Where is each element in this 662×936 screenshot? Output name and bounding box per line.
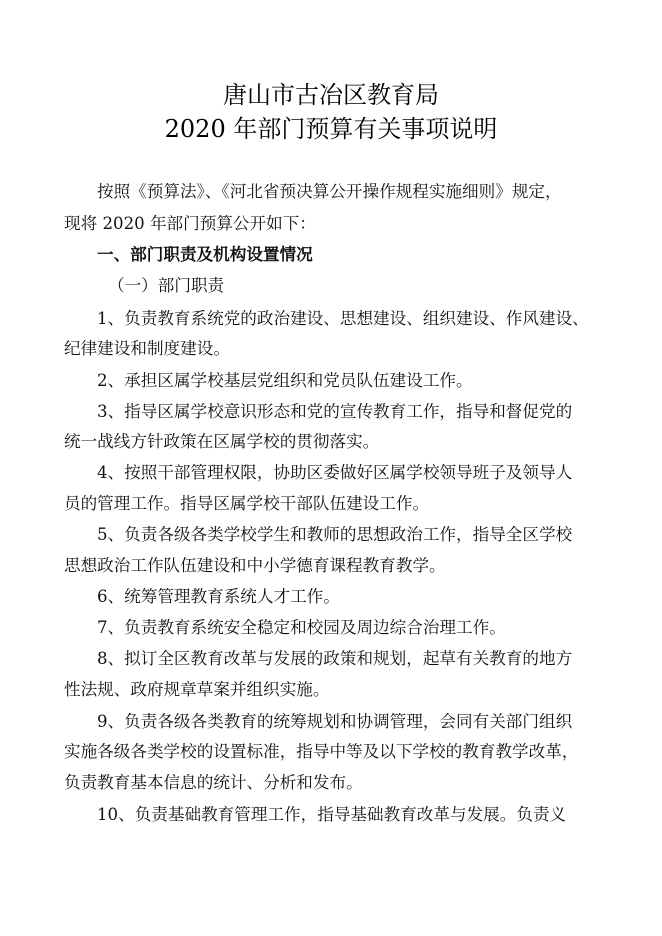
duty-8-line-1: 8、拟订全区教育改革与发展的政策和规划，起草有关教育的地方 [97,649,573,668]
duty-1-line-2: 纪律建设和制度建设。 [64,339,230,358]
duty-7-line-1: 7、负责教育系统安全稳定和校园及周边综合治理工作。 [97,618,506,637]
section-heading: 一、部门职责及机构设置情况 [97,245,313,264]
duty-3-line-1: 3、指导区属学校意识形态和党的宣传教育工作，指导和督促党的 [97,402,573,421]
duty-8-line-2: 性法规、政府规章草案并组织实施。 [64,680,330,699]
duty-5-line-2: 思想政治工作队伍建设和中小学德育课程教育教学。 [64,556,446,575]
duty-2-line-1: 2、承担区属学校基层党组织和党员队伍建设工作。 [97,371,473,390]
subsection-heading: （一）部门职责 [108,276,225,295]
duty-9-line-3: 负责教育基本信息的统计、分析和发布。 [64,773,363,792]
duty-4-line-1: 4、按照干部管理权限，协助区委做好区属学校领导班子及领导人 [97,463,573,482]
intro-line-2: 现将 2020 年部门预算公开如下： [64,214,316,233]
duty-10-line-1: 10、负责基础教育管理工作，指导基础教育改革与发展。负责义 [97,805,567,824]
document-title-line2: 2020 年部门预算有关事项说明 [164,115,498,143]
duty-9-line-1: 9、负责各级各类教育的统筹规划和协调管理，会同有关部门组织 [97,712,573,731]
duty-4-line-2: 员的管理工作。指导区属学校干部队伍建设工作。 [64,494,430,513]
duty-1-line-1: 1、负责教育系统党的政治建设、思想建设、组织建设、作风建设、 [97,309,589,328]
duty-3-line-2: 统一战线方针政策在区属学校的贯彻落实。 [64,432,380,451]
intro-line-1: 按照《预算法》、《河北省预决算公开操作规程实施细则》规定， [97,182,562,201]
duty-5-line-1: 5、负责各级各类学校学生和教师的思想政治工作，指导全区学校 [97,525,573,544]
duty-6-line-1: 6、统筹管理教育系统人才工作。 [97,587,340,606]
duty-9-line-2: 实施各级各类学校的设置标准，指导中等及以下学校的教育教学改革， [64,742,579,761]
document-title-line1: 唐山市古冶区教育局 [223,81,439,109]
